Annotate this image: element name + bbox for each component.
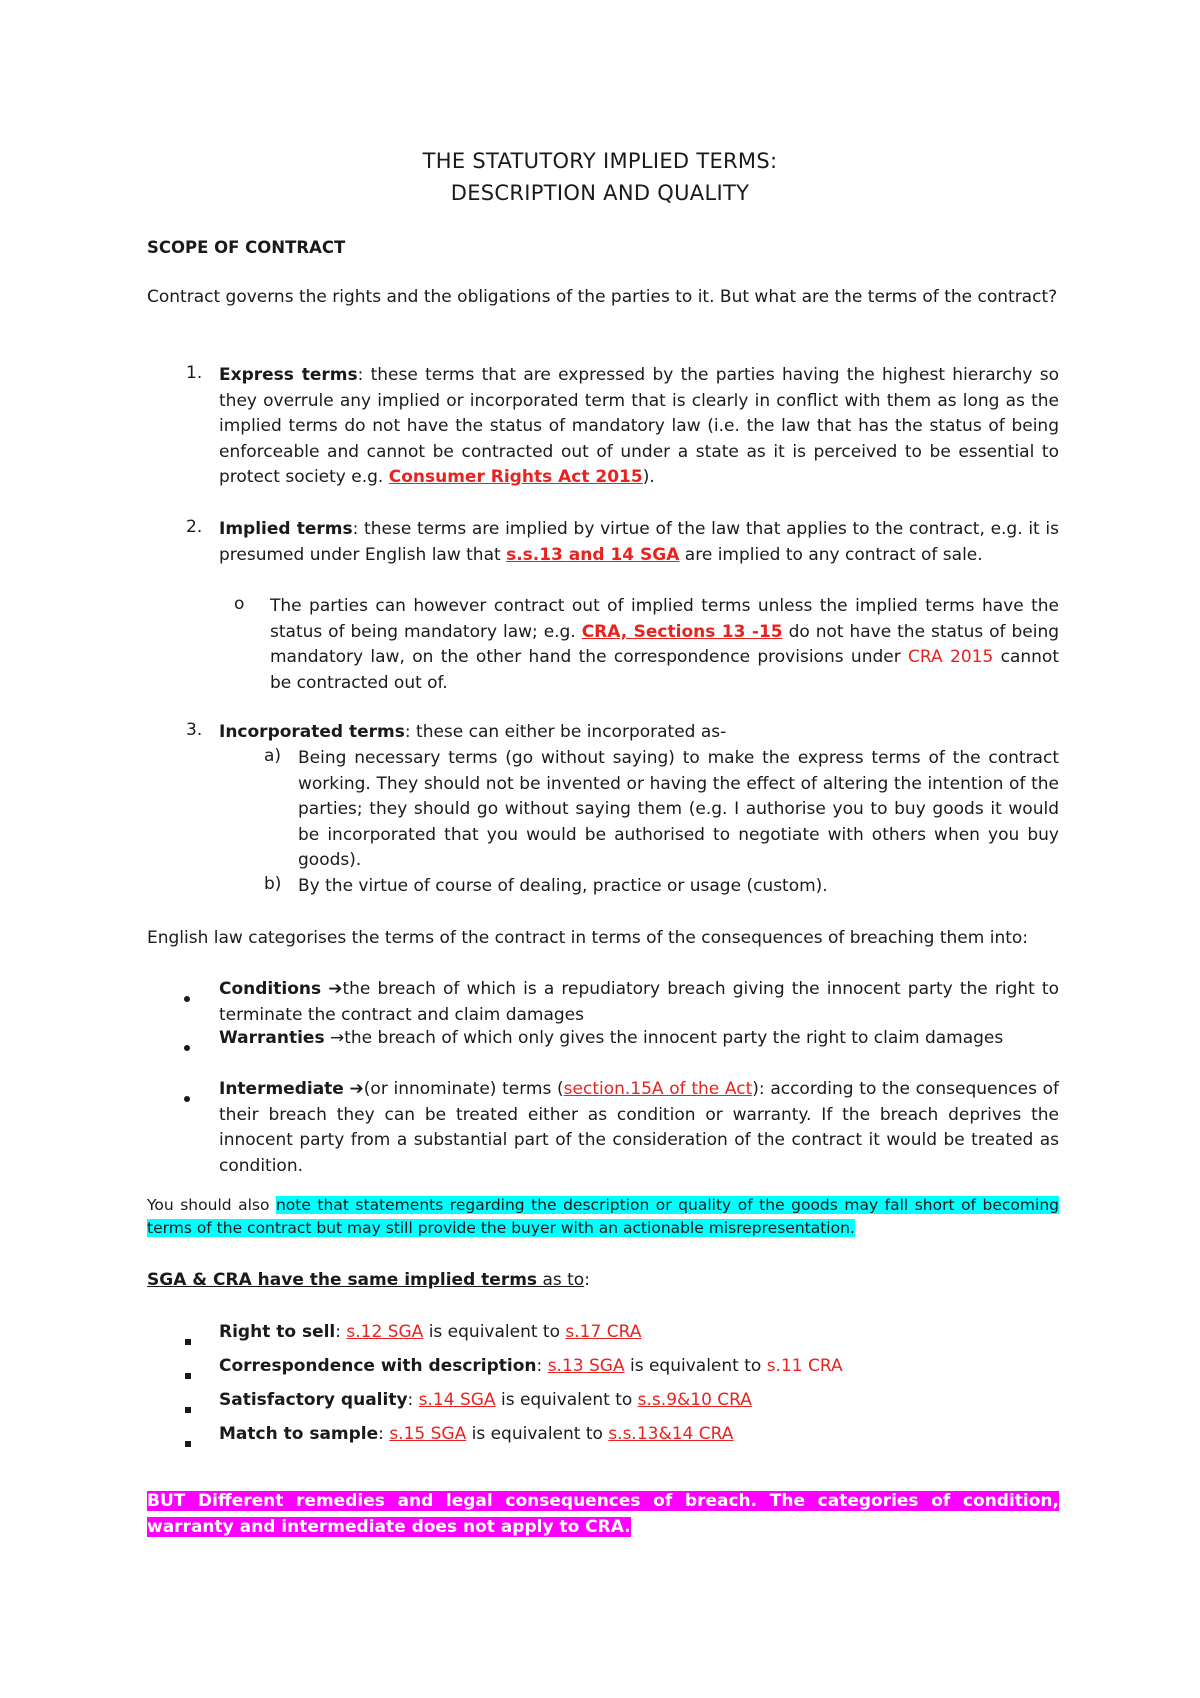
sga-cra-heading: [147, 1270, 1059, 1290]
term-2-sub-text-c: cannot be contracted out of.: [270, 647, 1059, 693]
equivalent-text: is equivalent to: [423, 1322, 566, 1342]
term-2-sub-text-b: do not have the status of being mandatory law, on the other hand the correspondence provisions under: [270, 621, 1060, 667]
term-2-text: : these terms are implied by virtue of the law that applies to the contract, e.g. it is presumed under English law that: [219, 519, 1059, 565]
sga-cra-heading-bold: SGA & CRA have the same implied terms: [147, 1270, 538, 1290]
bullet-dot: [184, 987, 190, 1007]
sga-ref[interactable]: s.15 SGA: [389, 1424, 467, 1444]
equivalent-text: is equivalent to: [624, 1356, 767, 1376]
term-3-sub-b: By the virtue of course of dealing, practice or usage (custom).: [298, 876, 828, 896]
term-2-label: Implied terms: [219, 519, 353, 539]
square-bullet: [185, 1398, 191, 1418]
cra-sections-link[interactable]: CRA, Sections 13 -15: [581, 621, 783, 642]
equivalence-row: Match to sample: s.15 SGA is equivalent to s.s.13&14 CRA: [219, 1424, 734, 1444]
title-line-2: DESCRIPTION AND QUALITY: [450, 181, 750, 205]
cra-ref[interactable]: s.s.9&10 CRA: [637, 1390, 752, 1410]
square-bullet: [185, 1364, 191, 1384]
term-1: [219, 363, 1059, 491]
bullet-dot: [184, 1087, 190, 1107]
final-note-highlight: BUT Different remedies and legal consequences of breach. The categories of condition, warranty and intermediate does not apply to CRA.: [147, 1491, 1059, 1537]
term-2-sub-text-a: The parties can however contract out of implied terms unless the implied terms have the status of being mandatory law; e.g.: [270, 596, 1059, 642]
note-highlight: note that statements regarding the description or quality of the goods may fall short of becoming terms of the contract but may still provide the buyer with an actionable misrepresentation.: [147, 1196, 1059, 1237]
equivalence-label: Match to sample: [219, 1424, 379, 1444]
sga-ref[interactable]: s.13 SGA: [547, 1356, 625, 1376]
title-line-1: THE STATUTORY IMPLIED TERMS:: [422, 149, 778, 173]
term-3-text: : these can either be incorporated as-: [404, 722, 727, 742]
conditions-label: Conditions: [219, 979, 322, 999]
term-3-sub-a: Being necessary terms (go without saying) to make the express terms of the contract working. They should not be invented or having the effect of altering the intention of the parties; they should go without saying them (e.g. I authorise you to buy goods it would be incorporated that you would be authorised to negotiate with others when you buy goods).: [298, 748, 1059, 870]
misrepresentation-note: [147, 1194, 1059, 1240]
term-3: [219, 720, 1059, 746]
cra-ref: s.11 CRA: [766, 1356, 843, 1376]
equivalent-text: is equivalent to: [466, 1424, 609, 1444]
sga-13-14-link[interactable]: s.s.13 and 14 SGA: [506, 544, 680, 565]
equivalence-label: Right to sell: [219, 1322, 336, 1342]
term-3-sub-a-marker: a): [264, 746, 282, 766]
final-note: [147, 1488, 1059, 1540]
category-conditions: [219, 977, 1059, 1028]
term-3-number: 3.: [186, 720, 203, 740]
square-bullet: [185, 1432, 191, 1452]
term-1-text: : these terms that are expressed by the parties having the highest hierarchy so they overrule any implied or incorporated term that is clearly in conflict with them as long as the implied terms do not have the status of mandatory law (i.e. the law that has the status of being enforceable and cannot be contracted out of under a state as it is perceived to be essential to protect society e.g.: [219, 365, 1059, 487]
warranties-label: Warranties: [219, 1028, 325, 1048]
square-bullet: [185, 1330, 191, 1350]
note-lead: You should also: [147, 1196, 276, 1214]
arrow-right-icon: ➔: [328, 979, 343, 999]
cra-2015-ref: CRA 2015: [908, 647, 994, 667]
equivalence-row: Correspondence with description: s.13 SGA is equivalent to s.11 CRA: [219, 1356, 843, 1376]
equivalence-row: Right to sell: s.12 SGA is equivalent to s.17 CRA: [219, 1322, 642, 1342]
term-1-number: 1.: [186, 363, 203, 383]
sga-cra-heading-colon: :: [584, 1270, 590, 1290]
scope-intro: Contract governs the rights and the obligations of the parties to it. But what are the terms of the contract?: [147, 287, 1058, 307]
term-3-sub-b-marker: b): [264, 874, 282, 894]
sga-cra-heading-as-to: as to: [537, 1270, 585, 1290]
warranties-text: the breach of which only gives the innocent party the right to claim damages: [344, 1028, 1004, 1048]
category-warranties: [219, 1026, 1059, 1052]
term-1-end: ).: [642, 467, 655, 487]
bullet-dot: [184, 1036, 190, 1056]
equivalence-label: Correspondence with description: [219, 1356, 537, 1376]
sga-ref[interactable]: s.12 SGA: [346, 1322, 424, 1342]
term-2-end: are implied to any contract of sale.: [679, 544, 983, 565]
equivalence-label: Satisfactory quality: [219, 1390, 408, 1410]
term-2-sub: [270, 594, 1059, 696]
intermediate-label: Intermediate: [219, 1079, 344, 1099]
term-2: [219, 517, 1059, 568]
conditions-text: the breach of which is a repudiatory breach giving the innocent party the right to terminate the contract and claim damages: [219, 979, 1060, 1025]
section-15a-link[interactable]: section.15A of the Act: [563, 1079, 753, 1099]
arrow-right-icon: ➔: [349, 1079, 364, 1099]
sga-ref[interactable]: s.14 SGA: [418, 1390, 496, 1410]
categories-intro: English law categorises the terms of the contract in terms of the consequences of breaching them into:: [147, 928, 1029, 948]
equivalence-row: Satisfactory quality: s.14 SGA is equivalent to s.s.9&10 CRA: [219, 1390, 752, 1410]
cra-ref[interactable]: s.17 CRA: [565, 1322, 642, 1342]
intermediate-text-b: ): according to the consequences of their breach they can be treated either as condition or warranty. If the breach deprives the innocent party from a substantial part of the consideration of the contract it would be treated as condition.: [219, 1079, 1060, 1176]
scope-heading: SCOPE OF CONTRACT: [147, 238, 346, 257]
arrow-right-icon: →: [329, 1028, 345, 1048]
term-2-number: 2.: [186, 517, 203, 537]
cra-ref[interactable]: s.s.13&14 CRA: [608, 1424, 734, 1444]
term-1-label: Express terms: [219, 365, 358, 385]
category-intermediate: [219, 1077, 1059, 1179]
intermediate-text-a: (or innominate) terms (: [363, 1079, 564, 1099]
term-2-sub-bullet: o: [234, 594, 245, 614]
equivalent-text: is equivalent to: [495, 1390, 638, 1410]
consumer-rights-act-link[interactable]: Consumer Rights Act 2015: [388, 467, 643, 487]
term-3-label: Incorporated terms: [219, 722, 405, 742]
